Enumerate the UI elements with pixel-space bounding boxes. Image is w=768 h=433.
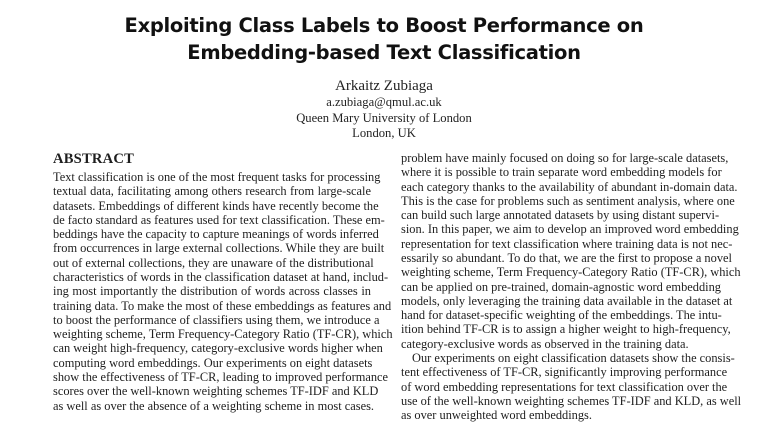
- abstract-line: training data. To make the most of these embeddings as features and: [53, 298, 392, 313]
- abstract-line: beddings have the capacity to capture meanings of words inferred: [53, 227, 379, 242]
- author-name: Arkaitz Zubiaga: [335, 78, 433, 94]
- abstract-line: out of external collections, they are unaware of the distributional: [53, 255, 374, 270]
- author-email: a.zubiaga@qmul.ac.uk: [326, 95, 442, 109]
- body-line: Our experiments on eight classification datasets show the consis-: [412, 350, 735, 365]
- abstract-line: de facto standard as features used for text classification. These em-: [53, 212, 385, 227]
- paper-title: [0, 12, 768, 66]
- body-line: can be applied on pre-trained, domain-agnostic word embedding: [401, 279, 721, 294]
- abstract-line: textual data, facilitating among others research from large-scale: [53, 184, 371, 199]
- abstract-line: weighting scheme, Term Frequency-Category Ratio (TF-CR), which: [53, 327, 393, 342]
- author-location: London, UK: [352, 126, 416, 140]
- abstract-line: can weight high-frequency, category-exclusive words higher when: [53, 341, 383, 356]
- title-line-2: Embedding-based Text Classification: [187, 41, 581, 64]
- abstract-line: computing word embeddings. Our experiments on eight datasets: [53, 355, 373, 370]
- body-line: models, only leveraging the training data available in the dataset at: [401, 293, 733, 308]
- body-line: This is the case for problems such as sentiment analysis, where one: [401, 193, 735, 208]
- body-line: problem have mainly focused on doing so for large-scale datasets,: [401, 151, 729, 165]
- body-line: category-exclusive words as observed in the training data.: [401, 336, 689, 351]
- body-line: as over unweighted word embeddings.: [401, 408, 592, 423]
- body-line: can build such large annotated datasets by using distant supervi-: [401, 208, 720, 223]
- body-line: use of the well-known weighting schemes TF-IDF and KLD, as well: [401, 393, 742, 408]
- body-line: essarily so abundant. To do that, we are the first to propose a novel: [401, 250, 732, 265]
- abstract-heading: ABSTRACT: [53, 151, 135, 167]
- abstract-line: to boost the performance of classifiers using them, we introduce a: [53, 312, 380, 327]
- abstract-line: datasets. Embeddings of different kinds have recently become the: [53, 198, 379, 213]
- body-line: representation for text classification where training data is not nec-: [401, 236, 733, 251]
- body-line: hand for dataset-specific weighting of the embeddings. The intu-: [401, 308, 722, 323]
- body-line: of word embedding representations for text classification over the: [401, 379, 728, 394]
- left-column: [53, 151, 393, 413]
- right-column: [401, 151, 742, 423]
- author-institution: Queen Mary University of London: [296, 110, 472, 125]
- abstract-line: ing most importantly the distribution of words across classes in: [53, 284, 371, 299]
- body-line: each category thanks to the availability of abundant in-domain data.: [401, 179, 738, 194]
- body-line: tent effectiveness of TF-CR, significantly improving performance: [401, 365, 728, 380]
- abstract-line: scores over the well-known weighting schemes TF-IDF and KLD: [53, 384, 379, 399]
- abstract-line: as well as over the absence of a weighting scheme in most cases.: [53, 398, 375, 413]
- abstract-line: show the effectiveness of TF-CR, leading to improved performance: [53, 369, 389, 384]
- body-line: ition behind TF-CR is to assign a higher weight to high-frequency,: [401, 322, 731, 337]
- author-block: [0, 77, 768, 142]
- title-line-1: Exploiting Class Labels to Boost Performance on: [124, 14, 644, 37]
- abstract-line: from occurrences in large external collections. While they are built: [53, 241, 385, 256]
- body-line: sion. In this paper, we aim to develop an improved word embedding: [401, 222, 739, 237]
- body-line: weighting scheme, Term Frequency-Category Ratio (TF-CR), which: [401, 265, 741, 280]
- body-line: where it is possible to train separate word embedding models for: [401, 165, 722, 180]
- abstract-line: Text classification is one of the most frequent tasks for processing: [53, 170, 381, 184]
- abstract-line: characteristics of words in the classification dataset at hand, includ-: [53, 269, 389, 284]
